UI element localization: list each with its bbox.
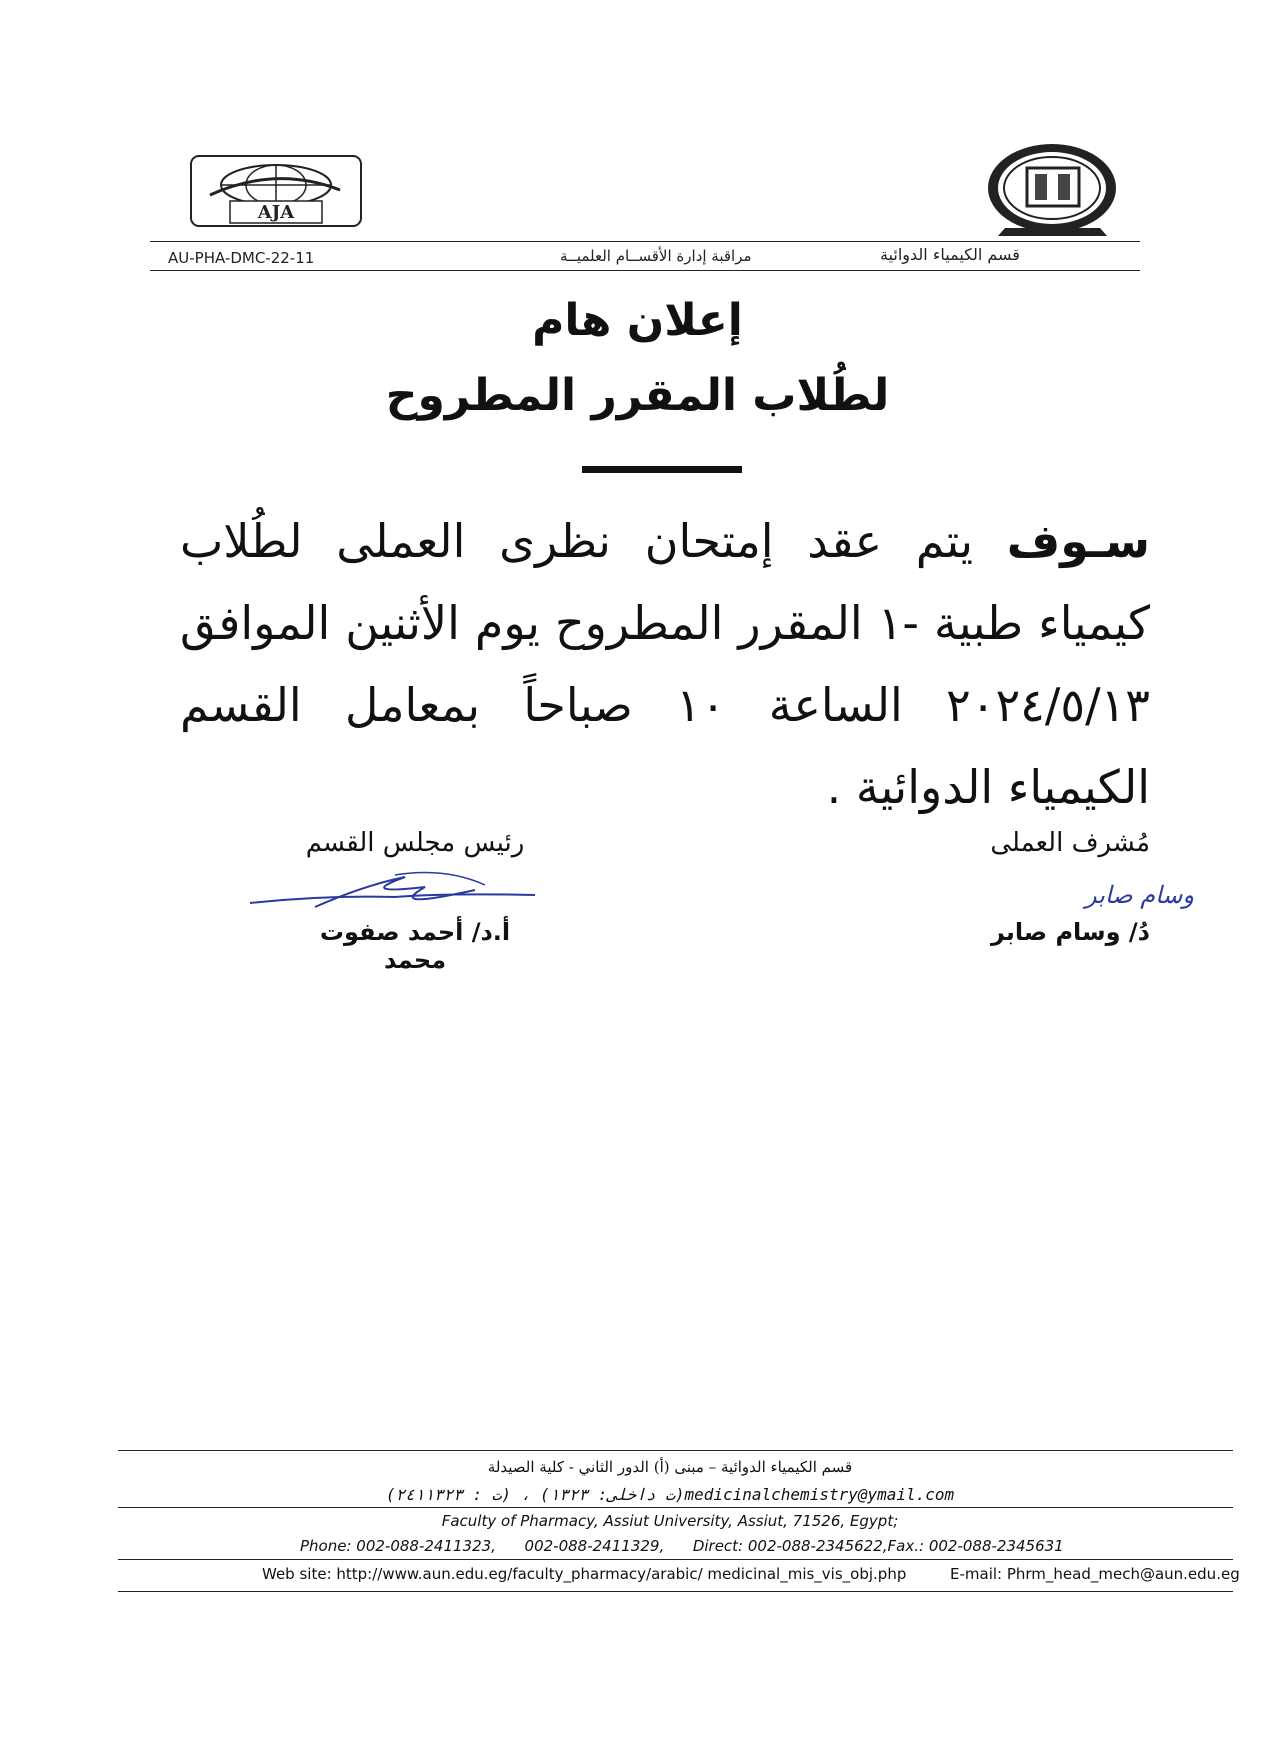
body-lead-word: سـوف — [1006, 514, 1151, 568]
lab-supervisor-name: دُ/ وسام صابر — [990, 918, 1150, 946]
department-head-name: أ.د/ أحمد صفوت محمد — [319, 918, 511, 974]
footer-rule-4 — [118, 1591, 1233, 1592]
lab-supervisor-title: مُشرف العملى — [990, 828, 1150, 858]
footer-website-link[interactable]: Web site: http://www.aun.edu.eg/faculty_pharmacy/arabic/ medicinal_mis_vis_obj.php — [262, 1565, 907, 1583]
announcement-body — [180, 500, 1150, 828]
department-label: قسم الكيمياء الدوائية — [880, 245, 1020, 264]
footer-rule-1 — [118, 1450, 1233, 1451]
footer-rule-3 — [118, 1559, 1233, 1560]
header-rule-top — [150, 241, 1140, 242]
title-underline — [582, 466, 742, 473]
lab-supervisor-signature — [960, 875, 1195, 915]
department-head-signature — [245, 865, 545, 920]
footer-faculty-address: Faculty of Pharmacy, Assiut University, Assiut, 71526, Egypt; — [441, 1512, 899, 1530]
document-code: AU-PHA-DMC-22-11 — [168, 249, 315, 267]
footer-rule-2 — [118, 1507, 1233, 1508]
aja-logo — [190, 155, 362, 227]
university-seal — [985, 140, 1120, 240]
announcement-title: إعلان هام — [532, 295, 743, 346]
academic-affairs-label: مراقبة إدارة الأقســام العلميــة — [560, 247, 752, 265]
footer-address-arabic: قسم الكيمياء الدوائية – مبنى (أ) الدور الثاني - كلية الصيدلة — [487, 1458, 853, 1476]
aja-logo-text: AJA — [257, 202, 295, 223]
footer-contact-email: (ت : ٢٤١١٣٢٣) ، (ت داخلى: ١٣٢٣)medicinalchemistry@ymail.com — [385, 1485, 955, 1504]
department-head-title: رئيس مجلس القسم — [305, 828, 525, 858]
announcement-subtitle: لطُلاب المقرر المطروح — [385, 370, 890, 421]
body-text: يتم عقد إمتحان نظرى العملى لطُلاب كيمياء طبية -١ المقرر المطروح يوم الأثنين الموافق ٢٠٢٤/٥/١٣ الساعة ١٠ صباحاً بمعامل القسم الكيمياء الدوائية . — [180, 514, 1150, 814]
footer-phones: Phone: 002-088-2411323, 002-088-2411329, Direct: 002-088-2345622,Fax.: 002-088-2345631 — [300, 1537, 1064, 1555]
header-rule-bottom — [150, 270, 1140, 271]
footer-email-link[interactable]: E-mail: Phrm_head_mech@aun.edu.eg — [950, 1565, 1240, 1583]
lab-supervisor-signature-text: وسام صابر — [1085, 881, 1195, 909]
